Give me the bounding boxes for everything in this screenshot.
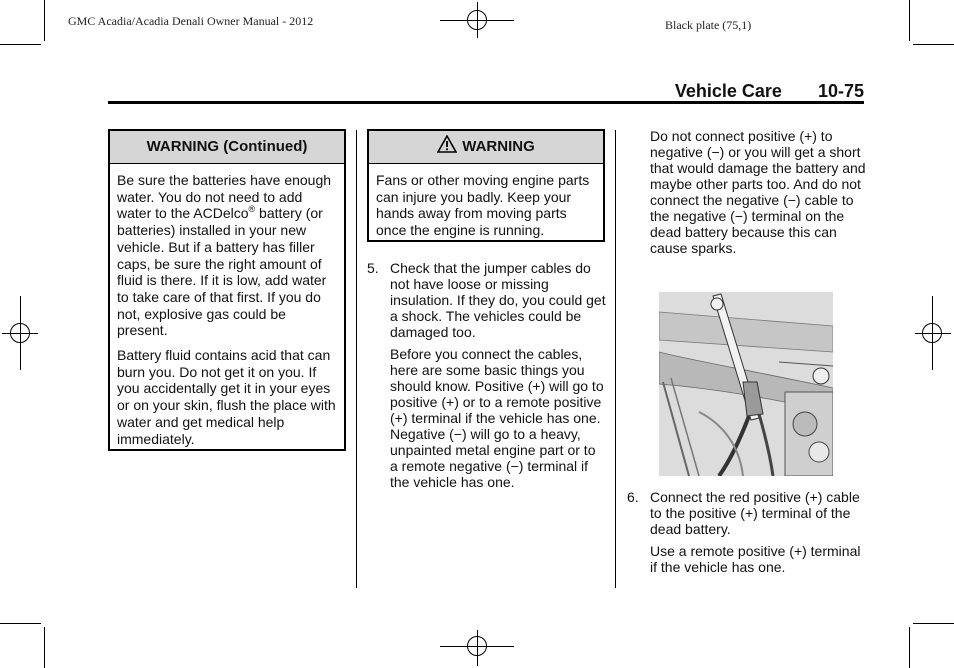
step-text: Connect the red positive (+) cable to the positive (+) terminal of the dead battery. [650, 489, 860, 537]
step-number: 6. [627, 489, 639, 505]
warning-box-continued [108, 129, 346, 451]
warning-title: WARNING [462, 138, 535, 155]
step-text: Check that the jumper cables do not have loose or missing insulation. If they do, you could get a shock. The vehicles could be damaged too. [390, 260, 606, 340]
plate-label-right: Black plate (75,1) [665, 18, 752, 32]
warning-paragraph: Be sure the batteries have enough water. You do not need to add water to the ACDelco® battery (or batteries) installed in your new vehicle. But if a battery has filler caps, be sure the right amount of fluid is there. If it is low, add water to take care of that first. If you do not, explosive gas could be present. [117, 172, 332, 339]
column-divider [356, 130, 357, 588]
page-header [675, 81, 864, 102]
header-rule [108, 101, 864, 104]
warning-title: WARNING (Continued) [110, 131, 344, 164]
warning-body [110, 164, 344, 453]
crop-mark [909, 0, 910, 41]
page-number: 10-75 [817, 81, 864, 101]
warning-heading [369, 131, 603, 164]
step-5 [367, 260, 607, 490]
warning-body: Fans or other moving engine parts can injure you badly. Keep your hands away from moving parts once the engine is running. [376, 172, 590, 239]
registered-mark: ® [248, 204, 256, 215]
crop-mark [913, 44, 954, 45]
crop-mark [909, 627, 910, 668]
step-number: 5. [367, 260, 379, 276]
crop-mark [44, 627, 45, 668]
step-6 [627, 489, 867, 575]
column-3-intro: Do not connect positive (+) to negative (−) or you will get a short that would damage the battery and maybe other parts too. And do not connect the negative (−) cable to the negative (−) terminal on the dead battery because this can cause sparks. [650, 128, 866, 256]
engine-bay-image [659, 292, 833, 476]
warning-triangle-icon [437, 135, 457, 153]
warning-paragraph: Battery fluid contains acid that can burn you. Do not get it on you. If you accidentally get it in your eyes or on your skin, flush the place with water and get medical help immediately. [117, 347, 336, 447]
step-note: Use a remote positive (+) terminal if the vehicle has one. [650, 543, 861, 575]
step-note: Before you connect the cables, here are some basic things you should know. Positive (+) will go to positive (+) or to a remote positive (+) terminal if the vehicle has one. Negative (−) will go to a heavy, unpainted metal engine part or to a remote negative (−) terminal if the vehicle has one. [390, 346, 604, 490]
crop-mark [44, 0, 45, 41]
section-title: Vehicle Care [674, 81, 782, 101]
crop-mark [913, 623, 954, 624]
crop-mark [0, 623, 41, 624]
plate-label-left: GMC Acadia/Acadia Denali Owner Manual - 2012 [68, 14, 314, 28]
jumper-cable-illustration [659, 292, 833, 476]
column-divider [615, 130, 616, 588]
warning-box-fans [367, 129, 605, 242]
crop-mark [0, 44, 41, 45]
